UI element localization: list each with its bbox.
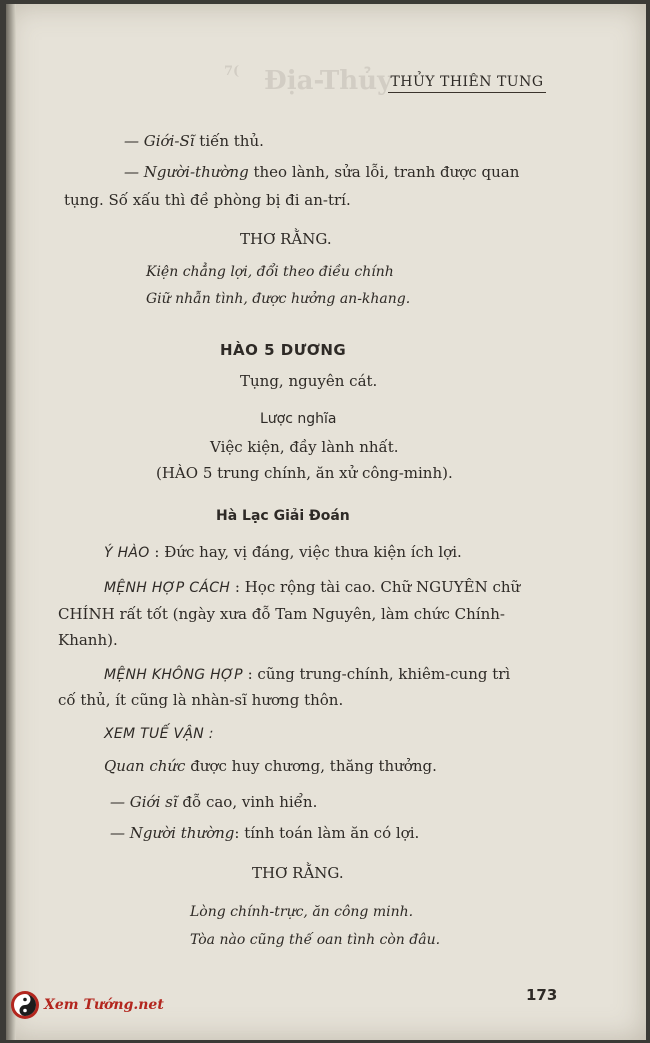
y-hao-line: Ý HÀO : Đức hay, vị đáng, việc thưa kiện ích lợi.: [104, 543, 462, 561]
xem-tue-van-heading: XEM TUẾ VẬN :: [104, 726, 214, 742]
line-gioi-si: — Giới-Sĩ tiến thủ.: [124, 132, 264, 150]
nguoi-thuong-line: — Người thường: tính toán làm ăn có lợi.: [110, 824, 420, 842]
menh-hop-line-1: MỆNH HỢP CÁCH : Học rộng tài cao. Chữ NGUYÊN chữ: [104, 578, 521, 596]
ghost-heading: Địa-Thủy: [264, 66, 393, 96]
poem1-line-2: Giữ nhẫn tình, được hưởng an-khang.: [146, 291, 411, 307]
menh-hop-line-2: CHÍNH rất tốt (ngày xưa đỗ Tam Nguyên, làm chức Chính-: [58, 605, 505, 623]
logo-text: Xem Tướng.net: [44, 997, 164, 1013]
ghost-page-mark: 7(: [224, 64, 240, 79]
hao-5-subtitle: Tụng, nguyên cát.: [240, 372, 378, 390]
poem2-line-2: Tòa nào cũng thế oan tình còn đâu.: [190, 932, 441, 948]
quan-chuc-line: Quan chức được huy chương, thăng thưởng.: [104, 757, 437, 775]
line-tung: tụng. Số xấu thì đề phòng bị đi an-trí.: [64, 191, 351, 209]
yin-yang-icon: [10, 990, 40, 1020]
poem1-title: THƠ RẰNG.: [240, 230, 332, 248]
page-number: 173: [526, 986, 558, 1004]
luoc-nghia-line-2: (HÀO 5 trung chính, ăn xử công-minh).: [156, 464, 453, 482]
menh-hop-line-3: Khanh).: [58, 631, 118, 649]
menh-khong-hop-line-2: cố thủ, ít cũng là nhàn-sĩ hương thôn.: [58, 691, 344, 709]
line-nguoi-thuong: — Người-thường theo lành, sửa lỗi, tranh được quan: [124, 163, 520, 181]
gioi-si-line: — Giới sĩ đỗ cao, vinh hiển.: [110, 793, 318, 811]
site-logo[interactable]: [10, 990, 164, 1020]
poem2-title: THƠ RẰNG.: [252, 864, 344, 882]
page-binding-edge: [6, 4, 16, 1040]
luoc-nghia-line-1: Việc kiện, đầy lành nhất.: [210, 438, 399, 456]
luoc-nghia-heading: Lược nghĩa: [260, 411, 337, 427]
book-page: [6, 4, 646, 1040]
poem2-line-1: Lòng chính-trực, ăn công minh.: [190, 904, 414, 920]
menh-khong-hop-line-1: MỆNH KHÔNG HỢP : cũng trung-chính, khiêm-cung trì: [104, 665, 511, 683]
hao-5-heading: HÀO 5 DƯƠNG: [220, 341, 347, 359]
running-header: THỦY THIÊN TUNG: [388, 74, 546, 93]
poem1-line-1: Kiện chẳng lợi, đổi theo điều chính: [146, 264, 394, 280]
ha-lac-heading: Hà Lạc Giải Đoán: [216, 508, 350, 524]
